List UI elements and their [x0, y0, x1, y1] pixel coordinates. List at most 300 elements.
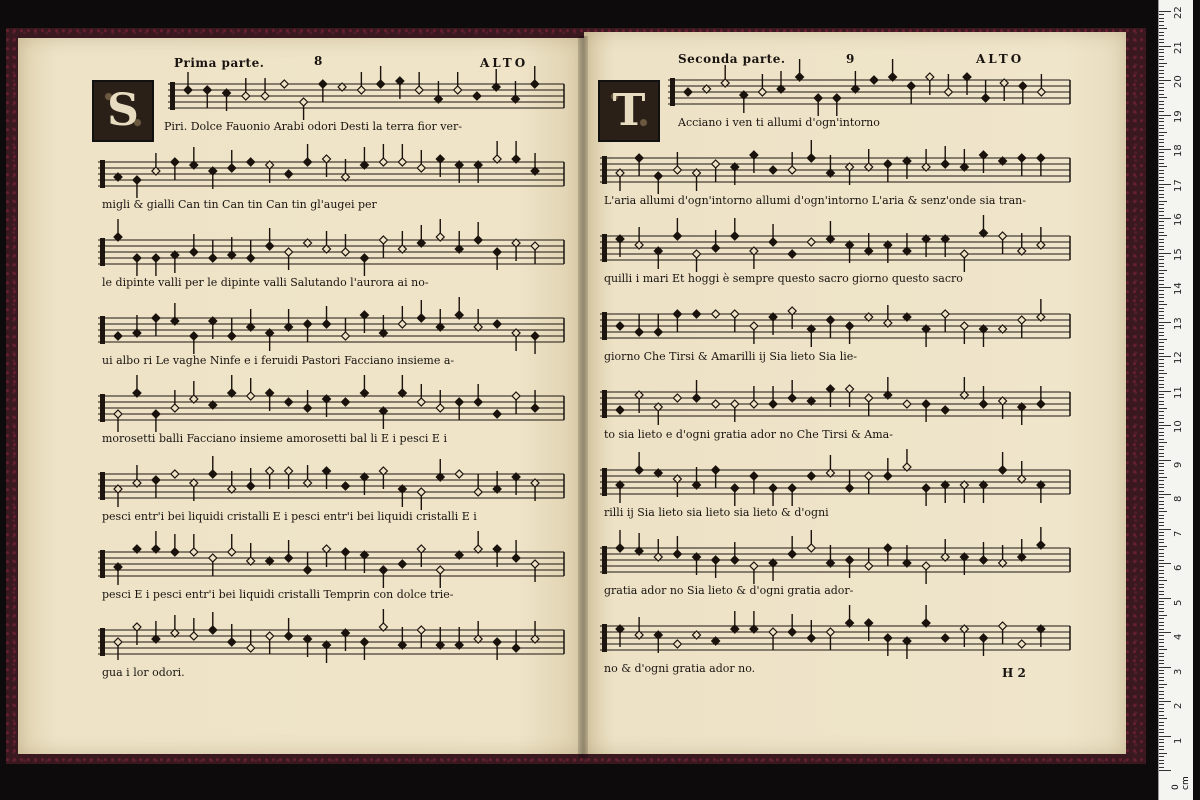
- ruler-tick: [1159, 11, 1171, 12]
- ruler-tick: [1159, 615, 1167, 616]
- ruler-tick: [1159, 328, 1164, 329]
- staff-system: [98, 609, 564, 663]
- ruler-tick: [1159, 456, 1164, 457]
- note-head: [750, 562, 758, 570]
- ruler-tick: [1159, 660, 1164, 661]
- note-head: [788, 628, 796, 636]
- ruler-tick: [1159, 149, 1171, 150]
- right-page: [584, 32, 1126, 754]
- ruler-tick: [1159, 532, 1164, 533]
- ruler-tick: [1159, 259, 1164, 260]
- ruler-tick: [1159, 384, 1164, 385]
- staff-system: [98, 375, 564, 432]
- note-head: [398, 320, 406, 328]
- ruler-tick: [1159, 746, 1164, 747]
- note-head: [712, 556, 720, 564]
- ruler-tick: [1159, 560, 1164, 561]
- note-head: [209, 470, 217, 478]
- note-head: [247, 482, 255, 490]
- note-head: [285, 632, 293, 640]
- ruler-tick: [1159, 418, 1164, 419]
- ruler-tick: [1159, 77, 1164, 78]
- note-head: [171, 548, 179, 556]
- left-page-number: 8: [314, 54, 323, 68]
- ruler-tick: [1159, 370, 1164, 371]
- lyric-line: pesci E i pesci entr'i bei liquidi cristalli Temprin con dolce trie-: [102, 588, 454, 601]
- note-head: [360, 638, 368, 646]
- ruler-tick: [1159, 18, 1164, 19]
- ruler-tick: [1159, 42, 1164, 43]
- ruler-tick: [1159, 397, 1164, 398]
- ruler-tick: [1159, 725, 1164, 726]
- ruler-number: 8: [1173, 495, 1184, 502]
- ruler-number: 10: [1173, 420, 1184, 433]
- lyric-line: gratia ador no Sia lieto & d'ogni gratia ador-: [604, 584, 854, 597]
- note-head: [941, 634, 949, 642]
- staff-system: [168, 66, 564, 120]
- right-page-number: 9: [846, 52, 855, 66]
- ruler-tick: [1159, 415, 1164, 416]
- ruler-tick: [1159, 646, 1164, 647]
- note-head: [304, 404, 312, 412]
- note-head: [133, 254, 141, 262]
- staff-notation: [584, 32, 1126, 754]
- note-head: [1037, 400, 1045, 408]
- ruler-tick: [1159, 553, 1164, 554]
- ruler-tick: [1159, 477, 1167, 478]
- ruler-tick: [1159, 104, 1164, 105]
- signature-mark: H 2: [1002, 666, 1026, 680]
- note-head: [228, 164, 236, 172]
- note-head: [280, 80, 288, 88]
- ruler-tick: [1159, 118, 1164, 119]
- ruler-tick: [1159, 325, 1164, 326]
- ruler-tick: [1159, 656, 1164, 657]
- note-head: [531, 80, 539, 88]
- note-head: [712, 160, 720, 168]
- note-head: [758, 88, 766, 96]
- ruler-tick: [1159, 753, 1167, 754]
- note-head: [417, 626, 425, 634]
- ruler-tick: [1159, 511, 1167, 512]
- note-head: [673, 232, 681, 240]
- ruler-tick: [1159, 749, 1164, 750]
- note-head: [285, 398, 293, 406]
- note-head: [922, 484, 930, 492]
- note-head: [242, 92, 250, 100]
- note-head: [712, 400, 720, 408]
- note-head: [731, 400, 739, 408]
- note-head: [190, 548, 198, 556]
- ruler-number: 4: [1173, 633, 1184, 640]
- note-head: [635, 328, 643, 336]
- ruler-tick: [1159, 432, 1164, 433]
- ruler-tick: [1159, 308, 1164, 309]
- ruler-number: 13: [1173, 316, 1184, 330]
- measuring-ruler: [1158, 0, 1193, 800]
- ruler-tick: [1159, 677, 1164, 678]
- ruler-tick: [1159, 346, 1164, 347]
- ruler-tick: [1159, 760, 1164, 761]
- note-head: [512, 392, 520, 400]
- ruler-tick: [1159, 249, 1164, 250]
- ruler-number: 14: [1173, 282, 1184, 295]
- ruler-number: 2: [1173, 702, 1184, 709]
- clef-mark: [602, 390, 607, 418]
- lyric-line: Acciano i ven ti allumi d'ogn'intorno: [678, 116, 880, 129]
- note-head: [807, 634, 815, 642]
- note-head: [133, 176, 141, 184]
- ruler-tick: [1159, 580, 1167, 581]
- lyric-line: quilli i mari Et hoggi è sempre questo sacro giorno questo sacro: [604, 272, 963, 285]
- ruler-tick: [1159, 715, 1164, 716]
- ruler-tick: [1159, 273, 1164, 274]
- note-head: [266, 632, 274, 640]
- lyric-line: Piri. Dolce Fauonio Arabi odori Desti la terra fior ver-: [164, 120, 462, 133]
- note-head: [769, 166, 777, 174]
- ruler-number: 1: [1173, 737, 1184, 744]
- ruler-tick: [1159, 218, 1171, 219]
- ruler-tick: [1159, 204, 1164, 205]
- ruler-tick: [1159, 287, 1171, 288]
- note-head: [979, 556, 987, 564]
- ruler-tick: [1159, 180, 1164, 181]
- ruler-tick: [1159, 649, 1167, 650]
- ruler-tick: [1159, 284, 1164, 285]
- ruler-tick: [1159, 35, 1164, 36]
- ruler-tick: [1159, 663, 1164, 664]
- note-head: [903, 400, 911, 408]
- note-head: [673, 310, 681, 318]
- note-head: [807, 238, 815, 246]
- ruler-tick: [1159, 684, 1167, 685]
- left-part-title: Prima parte.: [174, 56, 265, 70]
- ruler-tick: [1159, 698, 1164, 699]
- lyric-line: L'aria allumi d'ogn'intorno allumi d'ogn'intorno L'aria & senz'onde sia tran-: [604, 194, 1026, 207]
- ruler-tick: [1159, 442, 1167, 443]
- note-head: [1037, 88, 1045, 96]
- note-head: [379, 236, 387, 244]
- clef-mark: [100, 550, 105, 578]
- ruler-tick: [1159, 263, 1164, 264]
- note-head: [750, 400, 758, 408]
- ruler-tick: [1159, 546, 1167, 547]
- note-head: [788, 166, 796, 174]
- clef-mark: [170, 82, 175, 110]
- ruler-tick: [1159, 94, 1164, 95]
- ruler-tick: [1159, 359, 1164, 360]
- ruler-tick: [1159, 473, 1164, 474]
- ruler-number: 22: [1173, 6, 1184, 19]
- note-head: [635, 466, 643, 474]
- book-gutter: [578, 36, 588, 758]
- ruler-tick: [1159, 356, 1171, 357]
- note-head: [152, 410, 160, 418]
- lyric-line: morosetti balli Facciano insieme amorosetti bal li E i pesci E i: [102, 432, 447, 445]
- left-initial-letter: S: [92, 80, 154, 142]
- staff-system: [98, 297, 564, 354]
- ruler-tick: [1159, 435, 1164, 436]
- staff-system: [600, 215, 1070, 272]
- ruler-tick: [1159, 152, 1164, 153]
- staff-system: [668, 59, 1070, 116]
- ruler-tick: [1159, 401, 1164, 402]
- note-head: [833, 94, 841, 102]
- note-head: [807, 154, 815, 162]
- note-head: [473, 92, 481, 100]
- note-head: [693, 250, 701, 258]
- ruler-tick: [1159, 422, 1164, 423]
- note-head: [960, 250, 968, 258]
- clef-mark: [602, 468, 607, 496]
- note-head: [884, 544, 892, 552]
- ruler-tick: [1159, 604, 1164, 605]
- ruler-tick: [1159, 46, 1171, 47]
- lyric-line: rilli ij Sia lieto sia lieto sia lieto & d'ogni: [604, 506, 829, 519]
- note-head: [731, 484, 739, 492]
- note-head: [379, 566, 387, 574]
- note-head: [979, 634, 987, 642]
- note-head: [341, 398, 349, 406]
- ruler-number: 19: [1173, 109, 1184, 123]
- note-head: [1018, 154, 1026, 162]
- ruler-tick: [1159, 194, 1164, 195]
- ruler-tick: [1159, 542, 1164, 543]
- ruler-tick: [1159, 339, 1167, 340]
- note-head: [846, 322, 854, 330]
- ruler-tick: [1159, 497, 1164, 498]
- note-head: [171, 158, 179, 166]
- clef-mark: [100, 628, 105, 656]
- ruler-tick: [1159, 484, 1164, 485]
- ruler-tick: [1159, 90, 1164, 91]
- staff-system: [600, 377, 1070, 425]
- ruler-tick: [1159, 232, 1164, 233]
- note-head: [415, 86, 423, 94]
- ruler-tick: [1159, 363, 1164, 364]
- note-head: [788, 250, 796, 258]
- note-head: [922, 400, 930, 408]
- ruler-tick: [1159, 373, 1167, 374]
- ruler-tick: [1159, 687, 1164, 688]
- ruler-tick: [1159, 66, 1164, 67]
- ruler-tick: [1159, 629, 1164, 630]
- note-head: [712, 466, 720, 474]
- lyric-line: ui albo ri Le vaghe Ninfe e i feruidi Pastori Facciano insieme a-: [102, 354, 455, 367]
- ruler-tick: [1159, 460, 1171, 461]
- ruler-tick: [1159, 201, 1167, 202]
- ruler-tick: [1159, 190, 1164, 191]
- ruler-tick: [1159, 28, 1167, 29]
- staff-system: [600, 527, 1070, 584]
- note-head: [341, 548, 349, 556]
- note-head: [870, 76, 878, 84]
- ruler-tick: [1159, 591, 1164, 592]
- ruler-tick: [1159, 253, 1171, 254]
- clef-mark: [602, 312, 607, 340]
- ruler-number: 17: [1173, 178, 1184, 192]
- ruler-number: 9: [1173, 461, 1184, 468]
- ruler-tick: [1159, 673, 1164, 674]
- note-head: [398, 158, 406, 166]
- ruler-tick: [1159, 529, 1171, 530]
- note-head: [304, 566, 312, 574]
- ruler-tick: [1159, 125, 1164, 126]
- ruler-number: 5: [1173, 599, 1184, 606]
- ruler-tick: [1159, 729, 1164, 730]
- staff-system: [98, 456, 564, 510]
- note-head: [865, 394, 873, 402]
- note-head: [171, 470, 179, 478]
- note-head: [285, 248, 293, 256]
- note-head: [474, 398, 482, 406]
- clef-mark: [100, 238, 105, 266]
- ruler-tick: [1159, 353, 1164, 354]
- note-head: [285, 554, 293, 562]
- note-head: [114, 332, 122, 340]
- note-head: [982, 94, 990, 102]
- note-head: [300, 98, 308, 106]
- ruler-tick: [1159, 525, 1164, 526]
- ruler-tick: [1159, 159, 1164, 160]
- ruler-tick: [1159, 146, 1164, 147]
- ruler-tick: [1159, 56, 1164, 57]
- ruler-tick: [1159, 342, 1164, 343]
- ruler-number: 18: [1173, 144, 1184, 157]
- ruler-tick: [1159, 739, 1164, 740]
- ruler-tick: [1159, 304, 1167, 305]
- ruler-tick: [1159, 584, 1164, 585]
- note-head: [750, 472, 758, 480]
- ruler-tick: [1159, 763, 1164, 764]
- ruler-tick: [1159, 411, 1164, 412]
- ruler-tick: [1159, 73, 1164, 74]
- ruler-tick: [1159, 694, 1164, 695]
- ruler-tick: [1159, 173, 1164, 174]
- ruler-tick: [1159, 142, 1164, 143]
- note-head: [512, 644, 520, 652]
- ruler-tick: [1159, 52, 1164, 53]
- ruler-tick: [1159, 277, 1164, 278]
- staff-notation: [18, 38, 584, 754]
- note-head: [616, 322, 624, 330]
- clef-mark: [100, 316, 105, 344]
- ruler-tick: [1159, 425, 1171, 426]
- note-head: [228, 548, 236, 556]
- note-head: [493, 248, 501, 256]
- note-head: [769, 238, 777, 246]
- right-voice-label: ALTO: [976, 52, 1025, 66]
- note-head: [826, 628, 834, 636]
- clef-mark: [602, 624, 607, 652]
- staff-system: [600, 605, 1070, 659]
- right-part-title: Seconda parte.: [678, 52, 786, 66]
- ruler-tick: [1159, 642, 1164, 643]
- staff-system: [98, 141, 564, 198]
- note-head: [941, 310, 949, 318]
- note-head: [979, 400, 987, 408]
- note-head: [379, 158, 387, 166]
- ruler-tick: [1159, 718, 1167, 719]
- note-head: [865, 562, 873, 570]
- ruler-tick: [1159, 691, 1164, 692]
- ruler-tick: [1159, 63, 1167, 64]
- ruler-tick: [1159, 408, 1167, 409]
- note-head: [304, 320, 312, 328]
- ruler-tick: [1159, 594, 1164, 595]
- note-head: [907, 82, 915, 90]
- note-head: [616, 406, 624, 414]
- note-head: [941, 160, 949, 168]
- ruler-tick: [1159, 80, 1171, 81]
- ruler-tick: [1159, 108, 1164, 109]
- ruler-tick: [1159, 83, 1164, 84]
- note-head: [807, 472, 815, 480]
- left-page: [18, 38, 584, 754]
- ruler-tick: [1159, 228, 1164, 229]
- ruler-tick: [1159, 570, 1164, 571]
- ruler-tick: [1159, 387, 1164, 388]
- ruler-tick: [1159, 491, 1164, 492]
- ruler-tick: [1159, 332, 1164, 333]
- ruler-tick: [1159, 470, 1164, 471]
- ruler-tick: [1159, 187, 1164, 188]
- ruler-tick: [1159, 732, 1164, 733]
- note-head: [357, 86, 365, 94]
- ruler-tick: [1159, 439, 1164, 440]
- note-head: [417, 488, 425, 496]
- ruler-tick: [1159, 504, 1164, 505]
- ruler-tick: [1159, 256, 1164, 257]
- note-head: [884, 472, 892, 480]
- lyric-line: giorno Che Tirsi & Amarilli ij Sia lieto Sia lie-: [604, 350, 857, 363]
- note-head: [769, 400, 777, 408]
- ruler-tick: [1159, 625, 1164, 626]
- note-head: [531, 404, 539, 412]
- ruler-tick: [1159, 170, 1164, 171]
- note-head: [731, 232, 739, 240]
- note-head: [190, 632, 198, 640]
- ruler-tick: [1159, 197, 1164, 198]
- note-head: [398, 560, 406, 568]
- ruler-tick: [1159, 349, 1164, 350]
- note-head: [493, 638, 501, 646]
- ruler-tick: [1159, 235, 1167, 236]
- ruler-tick: [1159, 166, 1167, 167]
- ruler-tick: [1159, 315, 1164, 316]
- ruler-tick: [1159, 270, 1167, 271]
- note-head: [114, 410, 122, 418]
- ruler-tick: [1159, 453, 1164, 454]
- ruler-tick: [1159, 242, 1164, 243]
- note-head: [190, 248, 198, 256]
- ruler-tick: [1159, 577, 1164, 578]
- note-head: [114, 638, 122, 646]
- ruler-tick: [1159, 208, 1164, 209]
- note-head: [769, 484, 777, 492]
- right-initial-letter: T: [598, 80, 660, 142]
- ruler-tick: [1159, 39, 1164, 40]
- note-head: [673, 640, 681, 648]
- note-head: [999, 622, 1007, 630]
- note-head: [865, 472, 873, 480]
- note-head: [247, 158, 255, 166]
- note-head: [531, 560, 539, 568]
- ruler-number: 15: [1173, 247, 1184, 261]
- ruler-tick: [1159, 335, 1164, 336]
- note-head: [152, 254, 160, 262]
- ruler-tick: [1159, 394, 1164, 395]
